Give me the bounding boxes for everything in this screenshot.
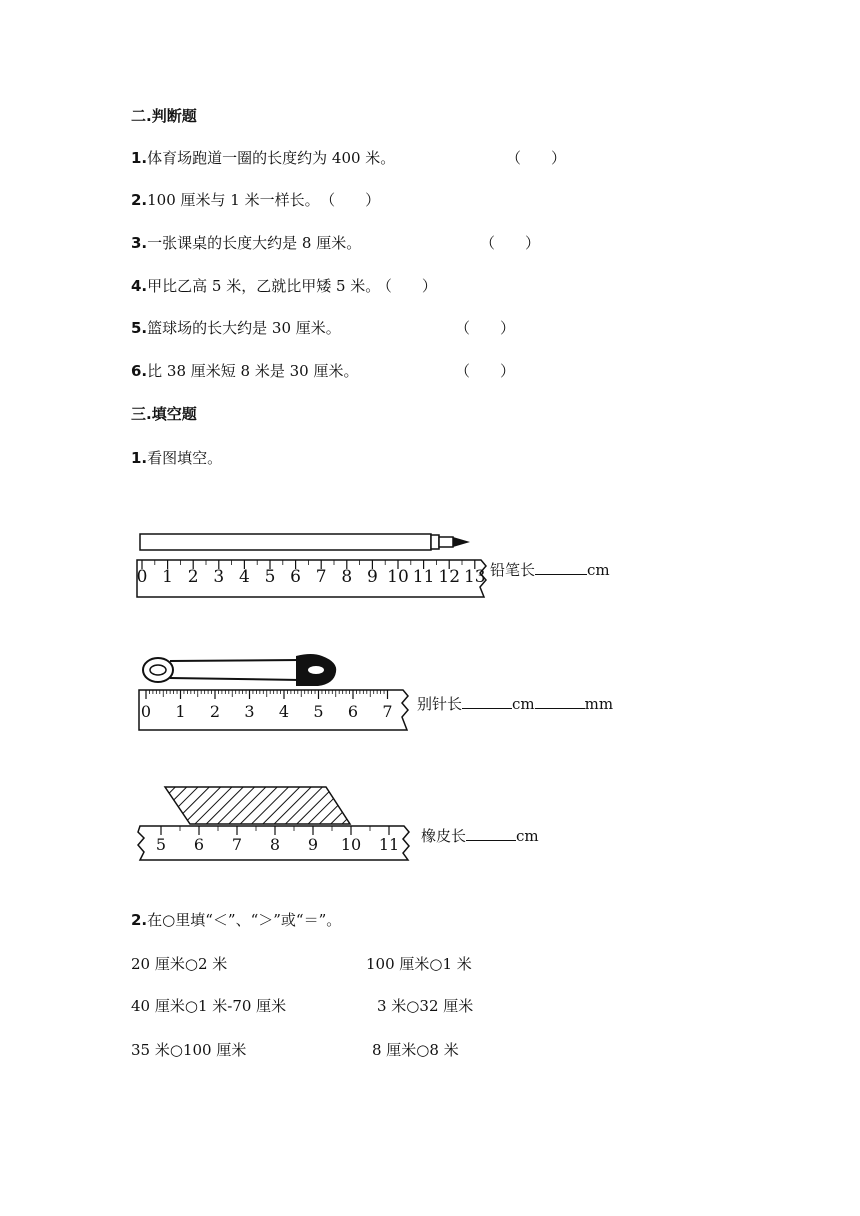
ruler-tick-label: 7 (231, 835, 243, 854)
item-number: 1. (131, 449, 148, 467)
item-text: 100 厘米与 1 米一样长。 (147, 191, 320, 209)
ruler-tick-label: 3 (213, 567, 225, 587)
ruler-tick-label: 5 (264, 567, 276, 587)
item-text: 比 38 厘米短 8 米是 30 厘米。 (147, 362, 359, 380)
ruler-tick-label: 11 (412, 567, 435, 587)
item-text: 篮球场的长大约是 30 厘米。 (147, 319, 341, 337)
pin-label: 别针长 (417, 695, 463, 713)
ruler-tick-label: 1 (162, 567, 174, 587)
ruler-tick-label: 6 (290, 567, 302, 587)
ruler-tick-label: 9 (366, 567, 378, 587)
answer-paren-4[interactable]: （ ） (384, 277, 437, 295)
unit-cm: cm (516, 827, 539, 845)
item-number: 3. (131, 234, 148, 252)
compare-left-1[interactable]: 20 厘米○2 米 (131, 955, 228, 973)
ruler-tick-label: 4 (238, 567, 250, 587)
ruler-tick-label: 6 (193, 835, 205, 854)
ruler-tick-label: 10 (387, 567, 409, 587)
item-number: 4. (131, 277, 148, 295)
item-number: 5. (131, 319, 148, 337)
ruler-tick-label: 2 (187, 567, 199, 587)
section-3-title: 三.填空题 (131, 405, 197, 423)
ruler-tick-label: 0 (140, 702, 152, 721)
item-text: 甲比乙高 5 米，乙就比甲矮 5 米。 (147, 277, 381, 295)
compare-left-2[interactable]: 40 厘米○1 米-70 厘米 (131, 997, 287, 1015)
pin-mm-blank[interactable] (535, 694, 585, 709)
item-text: 一张课桌的长度大约是 8 厘米。 (147, 234, 362, 252)
ruler-tick-label: 1 (175, 702, 186, 721)
answer-paren-5[interactable]: （ ） (455, 319, 516, 337)
ruler-tick-label: 10 (340, 835, 362, 854)
unit-cm: cm (587, 561, 610, 579)
ruler-tick-label: 6 (347, 702, 359, 721)
answer-paren-2[interactable]: （ ） (327, 191, 381, 209)
ruler-1 (137, 560, 486, 597)
ruler-tick-label: 13 (463, 567, 486, 587)
pencil-answer (490, 560, 610, 580)
compare-right-1[interactable]: 100 厘米○1 米 (366, 955, 472, 973)
eraser-icon (165, 787, 350, 824)
item-text: 在○里填“＜”、“＞”或“＝”。 (147, 911, 342, 929)
ruler-tick-label: 8 (269, 835, 281, 854)
ruler-tick-label: 7 (315, 567, 327, 587)
unit-cm: cm (512, 695, 535, 713)
ruler-tick-label: 5 (313, 702, 324, 721)
pencil-length-blank[interactable] (535, 560, 587, 575)
ruler-tick-label: 4 (278, 702, 290, 721)
answer-paren-1[interactable]: （ ） (506, 149, 567, 167)
ruler-tick-label: 8 (341, 567, 353, 587)
item-number: 2. (131, 191, 148, 209)
item-number: 6. (131, 362, 148, 380)
compare-left-3[interactable]: 35 米○100 厘米 (131, 1041, 247, 1059)
answer-paren-6[interactable]: （ ） (455, 362, 516, 380)
pencil-label: 铅笔长 (490, 561, 536, 579)
item-number: 2. (131, 911, 148, 929)
safety-pin-icon (143, 654, 336, 686)
ruler-tick-label: 7 (382, 702, 393, 721)
compare-right-2[interactable]: 3 米○32 厘米 (377, 997, 474, 1015)
ruler-tick-label: 2 (209, 702, 221, 721)
ruler-3 (138, 826, 409, 860)
pin-cm-blank[interactable] (462, 694, 512, 709)
pin-answer (417, 694, 613, 714)
ruler-tick-label: 12 (438, 567, 461, 587)
ruler-2 (139, 690, 408, 730)
answer-paren-3[interactable]: （ ） (480, 234, 541, 252)
section-2-title: 二.判断题 (131, 107, 197, 125)
unit-mm: mm (584, 695, 614, 713)
compare-right-3[interactable]: 8 厘米○8 米 (372, 1041, 459, 1059)
item-text: 体育场跑道一圈的长度约为 400 米。 (147, 149, 396, 167)
ruler-tick-label: 9 (307, 835, 319, 854)
ruler-tick-label: 11 (378, 835, 400, 854)
ruler-tick-label: 0 (136, 567, 148, 587)
pencil-icon (140, 534, 470, 550)
ruler-tick-label: 5 (155, 835, 167, 854)
fill-question-2 (131, 910, 341, 930)
eraser-length-blank[interactable] (466, 826, 516, 841)
item-text: 看图填空。 (147, 449, 223, 467)
eraser-label: 橡皮长 (421, 827, 467, 845)
eraser-answer (421, 826, 539, 846)
ruler-tick-label: 3 (244, 702, 255, 721)
item-number: 1. (131, 149, 148, 167)
